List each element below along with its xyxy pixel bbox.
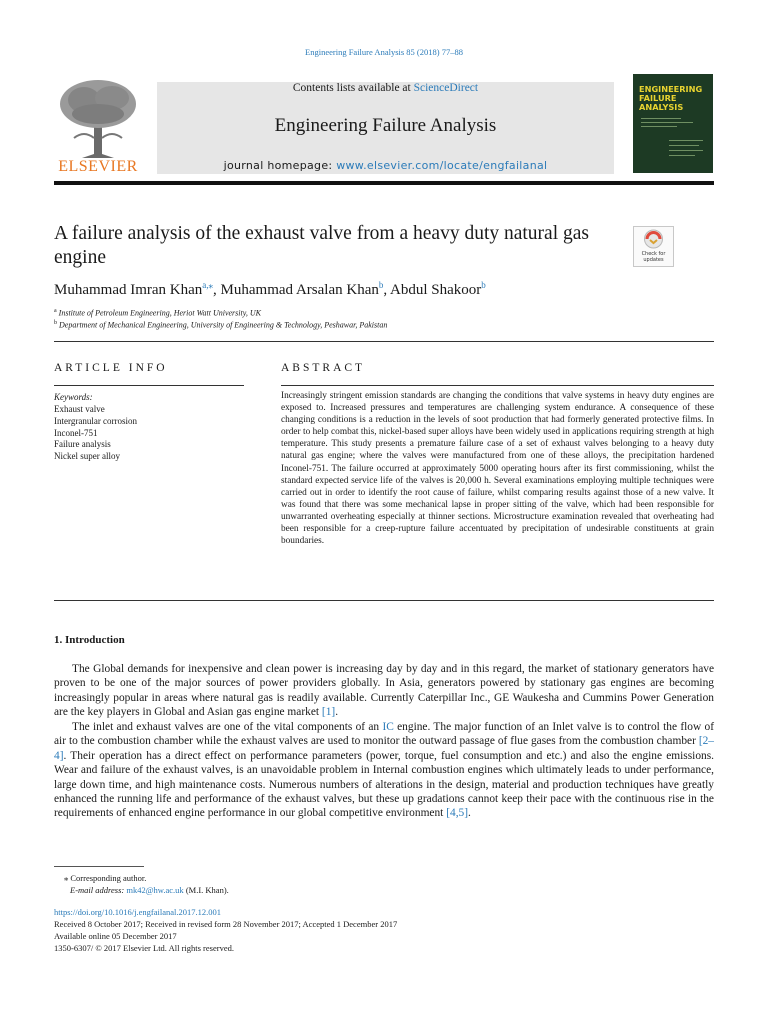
section-divider <box>54 341 714 342</box>
journal-cover-image[interactable] <box>633 74 713 173</box>
corresponding-mark: ⁎ <box>64 873 69 883</box>
check-updates-icon <box>634 227 673 251</box>
introduction-heading: 1. Introduction <box>54 634 125 646</box>
keyword-list <box>54 404 137 463</box>
journal-homepage <box>157 159 614 172</box>
article-info-rule <box>54 385 244 386</box>
check-for-updates-button[interactable] <box>633 226 674 267</box>
keyword: Nickel super alloy <box>54 451 120 462</box>
homepage-prefix: journal homepage: <box>223 159 337 172</box>
cover-decoration <box>641 126 677 127</box>
corresponding-author-note <box>64 873 146 884</box>
abstract-heading: ABSTRACT <box>281 362 366 374</box>
keyword: Intergranular corrosion <box>54 415 138 426</box>
affiliation-mark: a <box>54 308 57 314</box>
cover-title-line: FAILURE <box>639 93 677 103</box>
paragraph-text: . <box>335 706 339 719</box>
keyword: Exhaust valve <box>54 404 105 414</box>
corresponding-text: Corresponding author. <box>68 873 147 883</box>
email-label: E-mail address: <box>70 885 127 895</box>
cover-title <box>639 85 709 112</box>
body-paragraph <box>54 720 714 821</box>
email-owner: (M.I. Khan). <box>183 885 229 895</box>
doi-link[interactable]: https://doi.org/10.1016/j.engfailanal.2017.12.001 <box>54 907 221 917</box>
paragraph-text: engine. The major function of an Inlet valve is to control the flow of air to the combustion chamber while the exhaust valves are used to monitor the outward passage of flue gases from the combustion chamber <box>54 721 714 748</box>
paragraph-text: The Global demands for inexpensive and clean power is increasing day by day and in this regard, the market of stationary generators have proven to be one of the major sources of power providers globally. In Asia, generators powered by stationary gas engines are becoming increasingly popular in areas where natural gas is readily available. Currently Caterpillar Inc., GE Waukesha and Cummins Power Generation are the key players in Global and Asian gas engine market <box>54 663 714 719</box>
section-divider <box>54 600 714 601</box>
check-updates-label: updates <box>643 257 664 263</box>
abstract-text: Increasingly stringent emission standards are changing the conditions that valve systems in heavy duty engines are exposed to. Increased pressures and temperatures are challenging system endurance. A consequence of these changing conditions is a reduction in the levels of soot production that had formerly generated protective films. In order to help combat this, nickel-based super alloys have been widely used in applications requiring strength at high temperature. This study presents a premature failure case of a set of exhaust valves belonging to a heavy duty natural gas engine; where the valves were manufactured from one of these alloys, the precipitation hardened Inconel-751. The failure occurred at approximately 5000 operating hours after its first commissioning, whilst the standard expected service life of the valves is 20,000 h. Several examinations employing multiple techniques were carried out in order to identify the root cause of failure, whilst comparing results against those of a new valve. It was found that there was some mechanical lapse in proper sitting of the valve, which had been responsible for unwarranted overheating especially at thinner sections. Microstructure examination revealed that overheating had been responsible for a creep-rupture failure accentuated by precipitation of undesirable constituents at grain boundaries. <box>281 391 714 547</box>
contents-prefix: Contents lists available at <box>292 82 414 94</box>
paragraph-text: . Their operation has a direct effect on performance parameters (power, torque, fuel consumption and etc.) and also the engine emissions. Wear and failure of the exhaust valves, is an unavoidable problem in Internal combustion engines which ultimately leads to under performance, large down time, and high maintenance costs. Numerous numbers of alterations in the design, material and production techniques have greatly enhanced the running life and performance of the exhaust valves, but these up gradations cannot keep their pace with the continuous rise in the requirements of enhanced engine performance in our global competitive environment <box>54 749 714 820</box>
cover-decoration <box>641 118 681 119</box>
keyword: Inconel-751 <box>54 427 98 438</box>
author-name: Abdul Shakoor <box>390 282 482 298</box>
paragraph-text: . <box>468 807 471 820</box>
cover-decoration <box>641 122 693 123</box>
affiliation-mark: b <box>54 320 57 326</box>
author-separator: , <box>213 282 221 298</box>
email-link[interactable]: mk42@hw.ac.uk <box>126 885 184 895</box>
sciencedirect-link[interactable]: ScienceDirect <box>413 82 479 94</box>
body-paragraph <box>54 662 714 720</box>
abstract-rule <box>281 385 714 386</box>
email-note <box>70 885 229 895</box>
cover-decoration <box>669 140 703 141</box>
cover-decoration <box>669 155 695 156</box>
elsevier-logo <box>54 78 142 176</box>
check-updates-label: Check for <box>641 251 666 257</box>
article-info-heading: ARTICLE INFO <box>54 362 168 374</box>
footnote-rule <box>54 866 144 867</box>
journal-title: Engineering Failure Analysis <box>274 115 497 136</box>
journal-reference-link[interactable]: Engineering Failure Analysis 85 (2018) 77–88 <box>305 47 463 57</box>
keyword: Failure analysis <box>54 439 111 450</box>
cover-title-line: ENGINEERING <box>639 84 703 94</box>
citation-link[interactable]: [1] <box>321 706 336 719</box>
affiliation <box>54 308 261 318</box>
author-separator: , <box>383 282 391 298</box>
affiliation <box>54 320 387 330</box>
header-rule <box>54 181 714 185</box>
cover-title-line: ANALYSIS <box>639 102 684 112</box>
copyright-notice: 1350-6307/ © 2017 Elsevier Ltd. All rights reserved. <box>54 943 234 953</box>
author-name: Muhammad Arsalan Khan <box>220 282 379 298</box>
author-affiliation-mark[interactable]: b <box>378 280 384 290</box>
cover-decoration <box>669 145 699 146</box>
contents-availability <box>157 82 614 94</box>
article-title: A failure analysis of the exhaust valve from a heavy duty natural gas engine <box>54 223 589 268</box>
available-online: Available online 05 December 2017 <box>54 931 177 941</box>
keywords-label: Keywords: <box>54 392 93 402</box>
affiliation-text: Institute of Petroleum Engineering, Heriot Watt University, UK <box>58 308 261 318</box>
author-name: Muhammad Imran Khan <box>54 282 203 298</box>
received-dates: Received 8 October 2017; Received in revised form 28 November 2017; Accepted 1 December 2017 <box>54 919 398 929</box>
paragraph-text: The inlet and exhaust valves are one of the vital components of an <box>72 721 383 733</box>
publisher-wordmark: ELSEVIER <box>58 158 138 175</box>
homepage-link[interactable]: www.elsevier.com/locate/engfailanal <box>336 159 548 172</box>
citation-link[interactable]: [4,5] <box>446 807 469 820</box>
author-affiliation-mark[interactable]: a,⁎ <box>202 280 214 290</box>
author-affiliation-mark[interactable]: b <box>481 280 486 290</box>
author-list <box>54 280 486 299</box>
affiliation-text: Department of Mechanical Engineering, University of Engineering & Technology, Peshawar, Pakistan <box>59 320 388 330</box>
cover-decoration <box>669 150 703 151</box>
abbreviation-link[interactable]: IC <box>382 721 394 733</box>
citation-link[interactable]: [2–4] <box>54 735 714 762</box>
